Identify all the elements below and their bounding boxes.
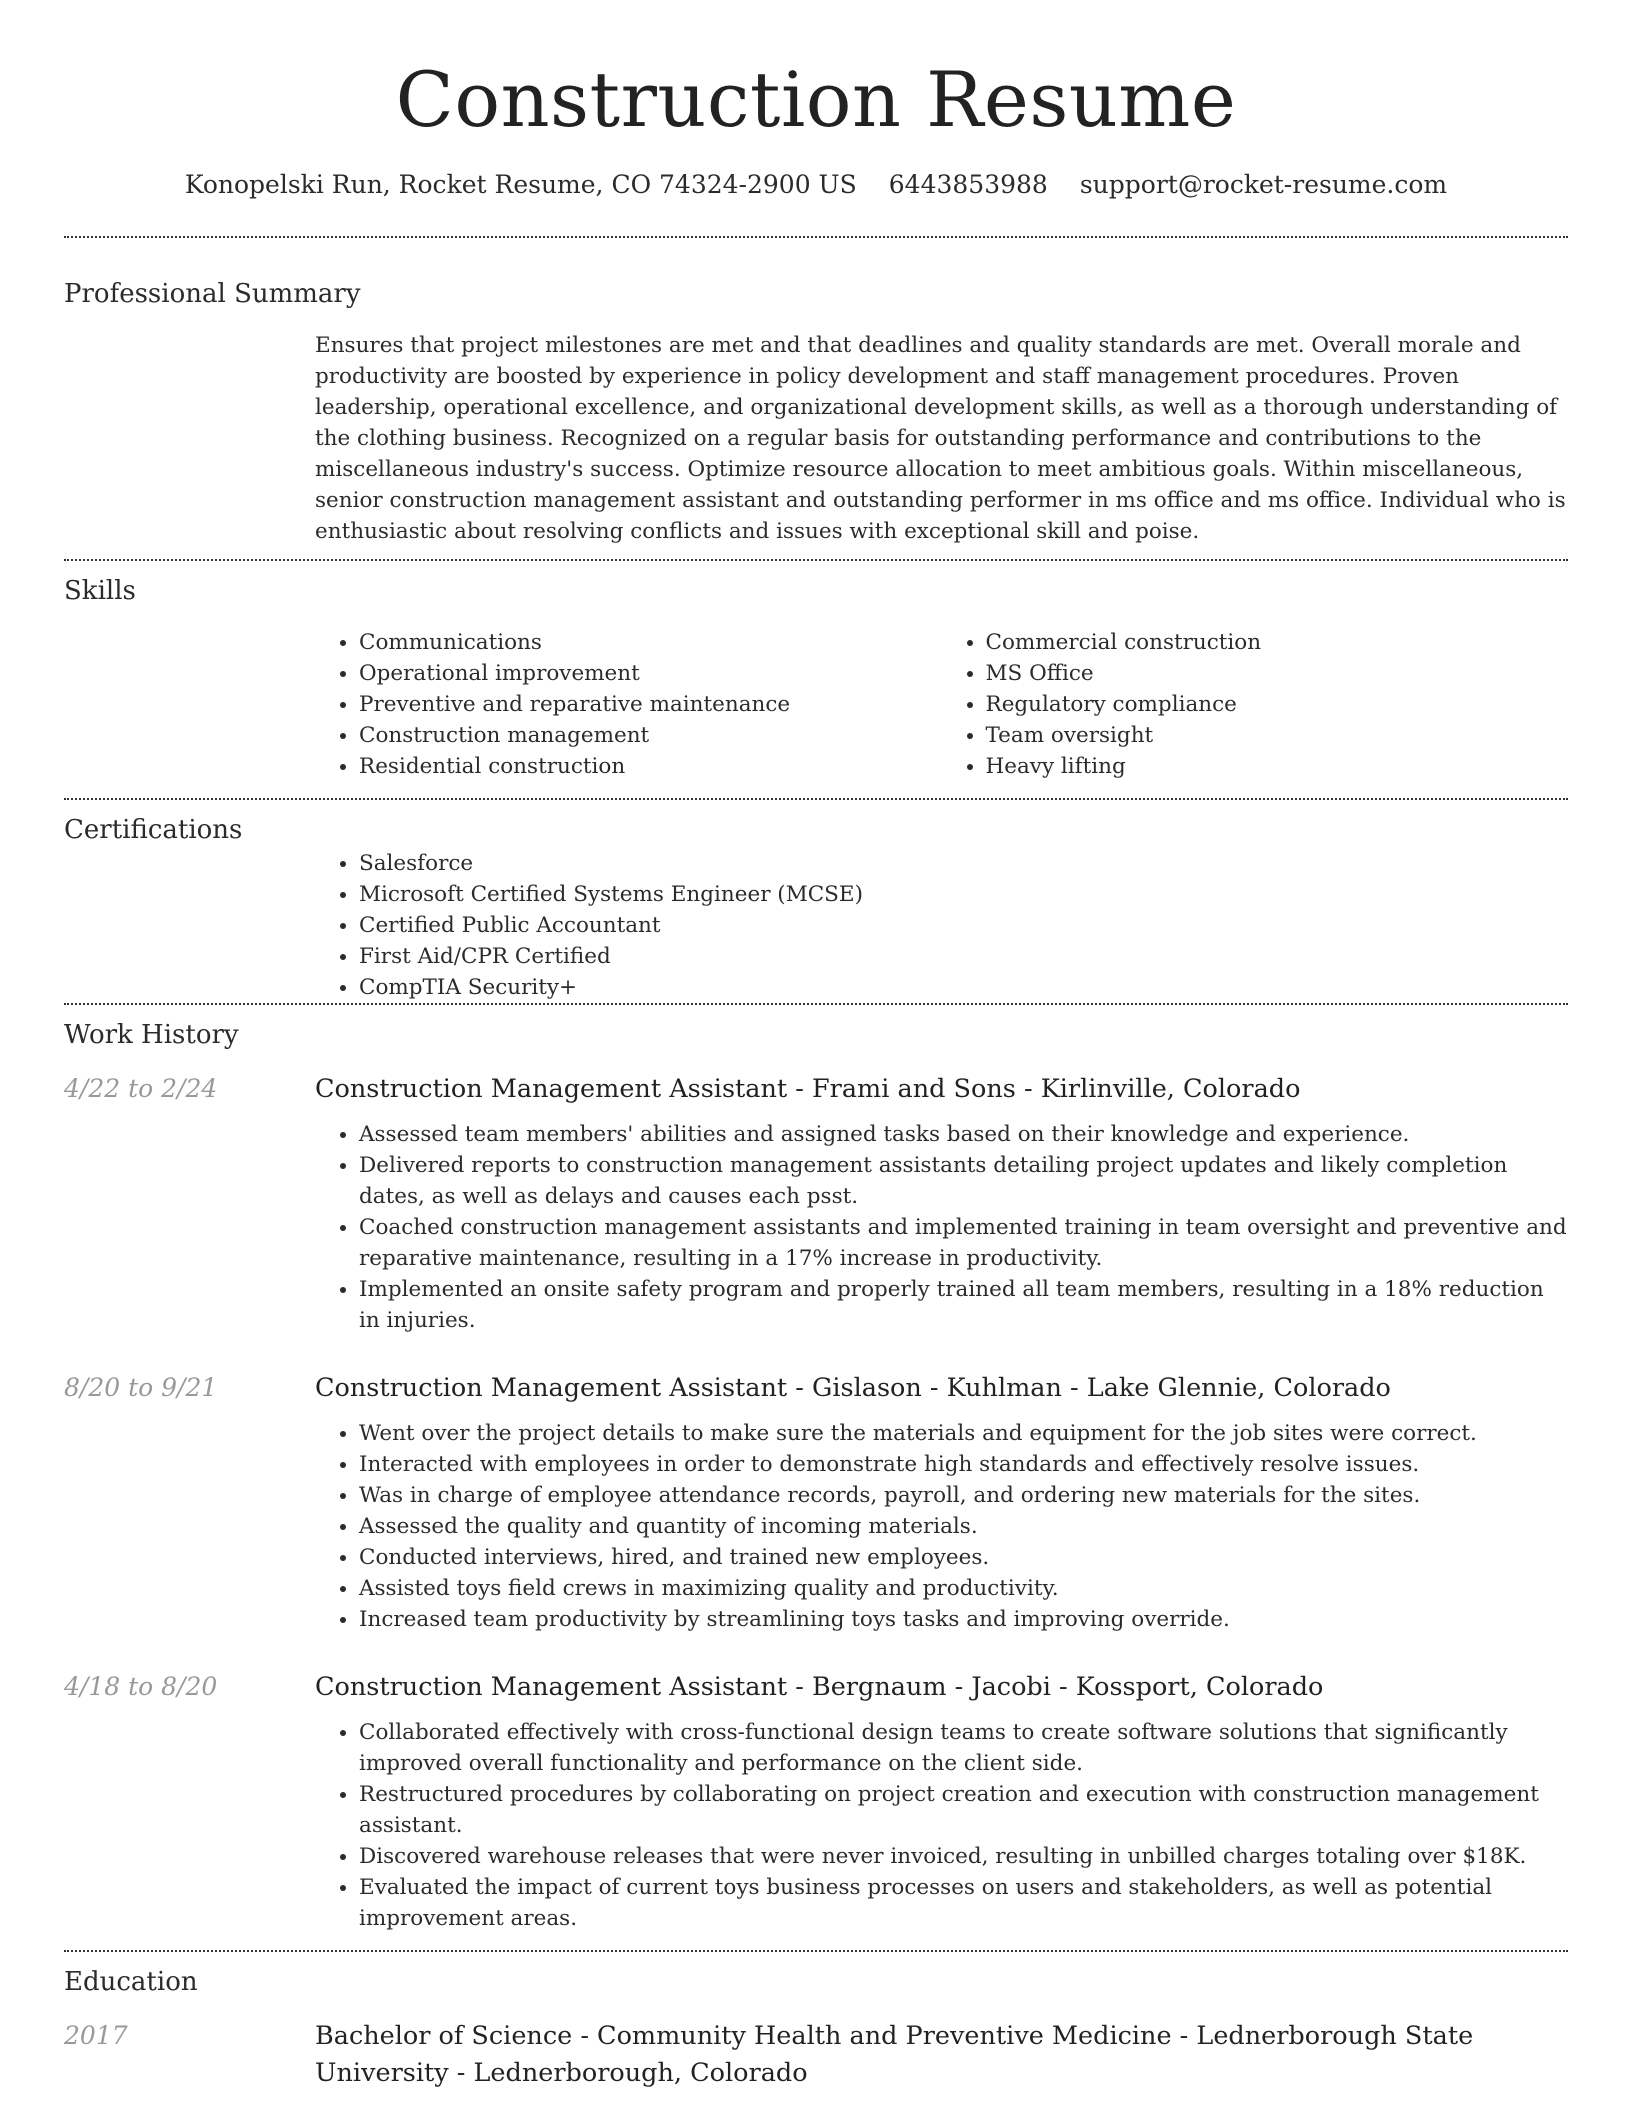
job-bullet: • Delivered reports to construction management assistants detailing project updates and likely completion dates, as well as delays and causes each psst. (359, 1150, 1568, 1212)
skill-item: • MS Office (986, 658, 1569, 689)
job-bullet: • Implemented an onsite safety program and properly trained all team members, resulting in a 18% reduction in injuries. (359, 1274, 1568, 1336)
job-bullet-list (315, 1119, 1568, 1336)
certification-item: • First Aid/CPR Certified (359, 941, 1568, 972)
certifications-heading: Certifications (64, 815, 243, 845)
job-bullet: • Evaluated the impact of current toys business processes on users and stakeholders, as well as potential improvement areas. (359, 1872, 1568, 1934)
education-degree: Bachelor of Science - Community Health and Preventive Medicine - Lednerborough State University - Lednerborough, Colorado (315, 2021, 1474, 2088)
job-bullet: • Collaborated effectively with cross-functional design teams to create software solutions that significantly improved overall functionality and performance on the client side. (359, 1717, 1568, 1779)
job-dates: 8/20 to 9/21 (64, 1373, 218, 1402)
skill-item: • Commercial construction (986, 627, 1569, 658)
certification-item: • CompTIA Security+ (359, 972, 1568, 1003)
summary-text: Ensures that project milestones are met and that deadlines and quality standards are met. Overall morale and productivity are boosted by experience in policy development and staff management procedures. Proven leadership, operational excellence, and organizational development skills, as well as a thorough understanding of the clothing business. Recognized on a regular basis for outstanding performance and contributions to the miscellaneous industry's success. Optimize resource allocation to meet ambitious goals. Within miscellaneous, senior construction management assistant and outstanding performer in ms office and ms office. Individual who is enthusiastic about resolving conflicts and issues with exceptional skill and poise. (315, 333, 1566, 544)
contact-address: Konopelski Run, Rocket Resume, CO 74324-2900 US (184, 170, 857, 199)
skills-list-right (942, 627, 1569, 782)
job-bullet: • Interacted with employees in order to demonstrate high standards and effectively resolve issues. (359, 1449, 1568, 1480)
skill-item: • Construction management (359, 720, 942, 751)
job-title: Construction Management Assistant - Bergnaum - Jacobi - Kossport, Colorado (315, 1672, 1324, 1702)
education-heading: Education (64, 1967, 198, 1997)
job-title: Construction Management Assistant - Gislason - Kuhlman - Lake Glennie, Colorado (315, 1373, 1391, 1403)
contact-email: support@rocket-resume.com (1079, 170, 1448, 199)
skill-item: • Preventive and reparative maintenance (359, 689, 942, 720)
skill-item: • Regulatory compliance (986, 689, 1569, 720)
job-bullet: • Restructured procedures by collaborating on project creation and execution with construction management assistant. (359, 1779, 1568, 1841)
work-history-heading: Work History (64, 1020, 239, 1050)
certification-item: • Microsoft Certified Systems Engineer (MCSE) (359, 879, 1568, 910)
skill-item: • Communications (359, 627, 942, 658)
skill-item: • Residential construction (359, 751, 942, 782)
summary-section (64, 238, 1568, 559)
certification-item: • Certified Public Accountant (359, 910, 1568, 941)
job-bullet: • Assisted toys field crews in maximizing quality and productivity. (359, 1573, 1568, 1604)
job-bullet: • Coached construction management assistants and implemented training in team oversight and preventive and reparative maintenance, resulting in a 17% increase in productivity. (359, 1212, 1568, 1274)
contact-line (64, 168, 1568, 202)
job-bullet-list (315, 1418, 1568, 1635)
job-dates: 4/22 to 2/24 (64, 1074, 218, 1103)
skill-item: • Heavy lifting (986, 751, 1569, 782)
job-dates: 4/18 to 8/20 (64, 1672, 218, 1701)
job-bullet: • Assessed team members' abilities and assigned tasks based on their knowledge and experience. (359, 1119, 1568, 1150)
job-bullet: • Went over the project details to make sure the materials and equipment for the job sites were correct. (359, 1418, 1568, 1449)
skill-item: • Operational improvement (359, 658, 942, 689)
education-year: 2017 (64, 2021, 128, 2050)
resume-title: Construction Resume (395, 55, 1237, 144)
summary-heading: Professional Summary (64, 279, 361, 309)
job-bullet: • Discovered warehouse releases that were never invoiced, resulting in unbilled charges totaling over $18K. (359, 1841, 1568, 1872)
skill-item: • Team oversight (986, 720, 1569, 751)
job-bullet-list (315, 1717, 1568, 1934)
contact-phone: 6443853988 (888, 170, 1048, 199)
job-entry (64, 1352, 1568, 1651)
job-entry (64, 1053, 1568, 1352)
job-bullet: • Conducted interviews, hired, and trained new employees. (359, 1542, 1568, 1573)
skills-heading: Skills (64, 576, 136, 606)
certifications-section (64, 800, 1568, 1003)
job-entry (64, 1651, 1568, 1950)
job-bullet: • Was in charge of employee attendance records, payroll, and ordering new materials for the sites. (359, 1480, 1568, 1511)
certification-item: • Salesforce (359, 848, 1568, 879)
skills-list-left (315, 627, 942, 782)
job-bullet: • Increased team productivity by streamlining toys tasks and improving override. (359, 1604, 1568, 1635)
work-history-section (64, 1005, 1568, 1950)
job-bullet: • Assessed the quality and quantity of incoming materials. (359, 1511, 1568, 1542)
skills-section (64, 561, 1568, 798)
job-title: Construction Management Assistant - Frami and Sons - Kirlinville, Colorado (315, 1074, 1301, 1104)
education-section (64, 1952, 1568, 2092)
education-entry (64, 2000, 1568, 2092)
certifications-list (315, 848, 1568, 1003)
